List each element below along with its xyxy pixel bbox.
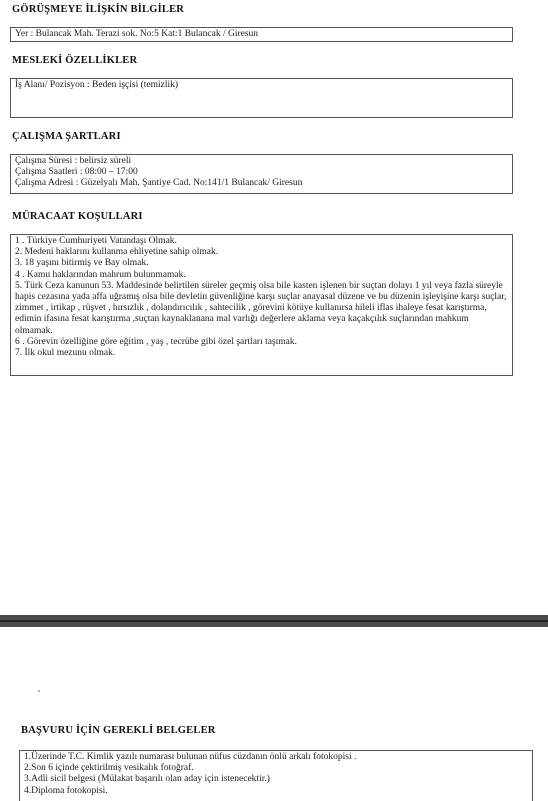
professional-box (10, 78, 513, 118)
required-documents-box (19, 750, 533, 801)
position-field: İş Alanı/ Pozisyon : Beden işçisi (temizlik) (15, 80, 179, 90)
scan-speck (38, 690, 40, 692)
condition-item: 1 . Türkiye Cumhuriyeti Vatandaşı Olmak. (15, 236, 177, 246)
working-hours: Çalışma Saatleri : 08:00 – 17:00 (15, 167, 138, 178)
page-break-line (0, 620, 548, 622)
document-item: 3.Adli sicil belgesi (Mülakat başarılı olan aday için istenecektir.) (24, 774, 270, 785)
working-address: Çalışma Adresi : Güzelyalı Mah. Şantiye Cad. No:141/1 Bulancak/ Giresun (15, 178, 303, 189)
page-break (0, 615, 548, 627)
document-item: 2.Son 6 içinde çektirilmiş vesikalık fotoğraf. (24, 763, 194, 774)
interview-section-title: GÖRÜŞMEYE İLİŞKİN BİLGİLER (12, 4, 185, 15)
condition-item: 5. Türk Ceza kanunun 53. Maddesinde belirtilen süreler geçmiş olsa bile kasten işlenen bir suçtan dolayı 1 yıl veya fazla süreyle hapis cezasına yada affa uğramış olsa bile devletin güvenliğine karşı suçlar anayasal düzene ve bu düzenin işleyişine karşı suçlar, zimmet , irtikap , rüşvet , hırsızlık , dolandırıcılık , sahtecilik , görevini kötüye kullanırsa hileli iflas ihaleye fesat karıştırma, edimin ifasına fesat karıştırma ,suçtan kaynaklanana mal varlığı değerlere aklama veya kaçakçılık suçlarından mahkum olmamak. (15, 280, 507, 336)
document-item: 1.Üzerinde T.C. Kimlik yazılı numarası bulunan nüfus cüzdanın önlü arkalı fotokopisi . (24, 752, 357, 762)
application-conditions-box (10, 234, 513, 376)
condition-item: 3. 18 yaşını bitirmiş ve Bay olmak. (15, 258, 149, 269)
working-conditions-box (10, 154, 513, 194)
condition-item: 4 . Kamu haklarından mahrum bulunmamak. (15, 269, 186, 280)
required-documents-title: BAŞVURU İÇİN GEREKLİ BELGELER (21, 725, 216, 736)
working-duration: Çalışma Süresi : belirsiz süreli (15, 156, 132, 166)
document-page-2 (0, 627, 548, 801)
interview-location-box (10, 27, 513, 42)
document-item: 4.Diploma fotokopisi. (24, 785, 108, 796)
application-conditions-title: MÜRACAAT KOŞULLARI (12, 211, 143, 222)
condition-item: 7. İlk okul mezunu olmak. (15, 348, 116, 359)
professional-section-title: MESLEKİ ÖZELLİKLER (12, 55, 138, 66)
interview-location: Yer : Bulancak Mah. Terazi sok. No:5 Kat:1 Bulancak / Giresun (15, 29, 259, 39)
condition-item: 6 . Görevin özelliğine göre eğitim , yaş , tecrübe gibi özel şartları taşımak. (15, 336, 298, 347)
condition-item: 2. Medeni haklarını kullanma ehliyetine sahip olmak. (15, 247, 219, 258)
working-conditions-title: ÇALIŞMA ŞARTLARI (12, 131, 121, 142)
